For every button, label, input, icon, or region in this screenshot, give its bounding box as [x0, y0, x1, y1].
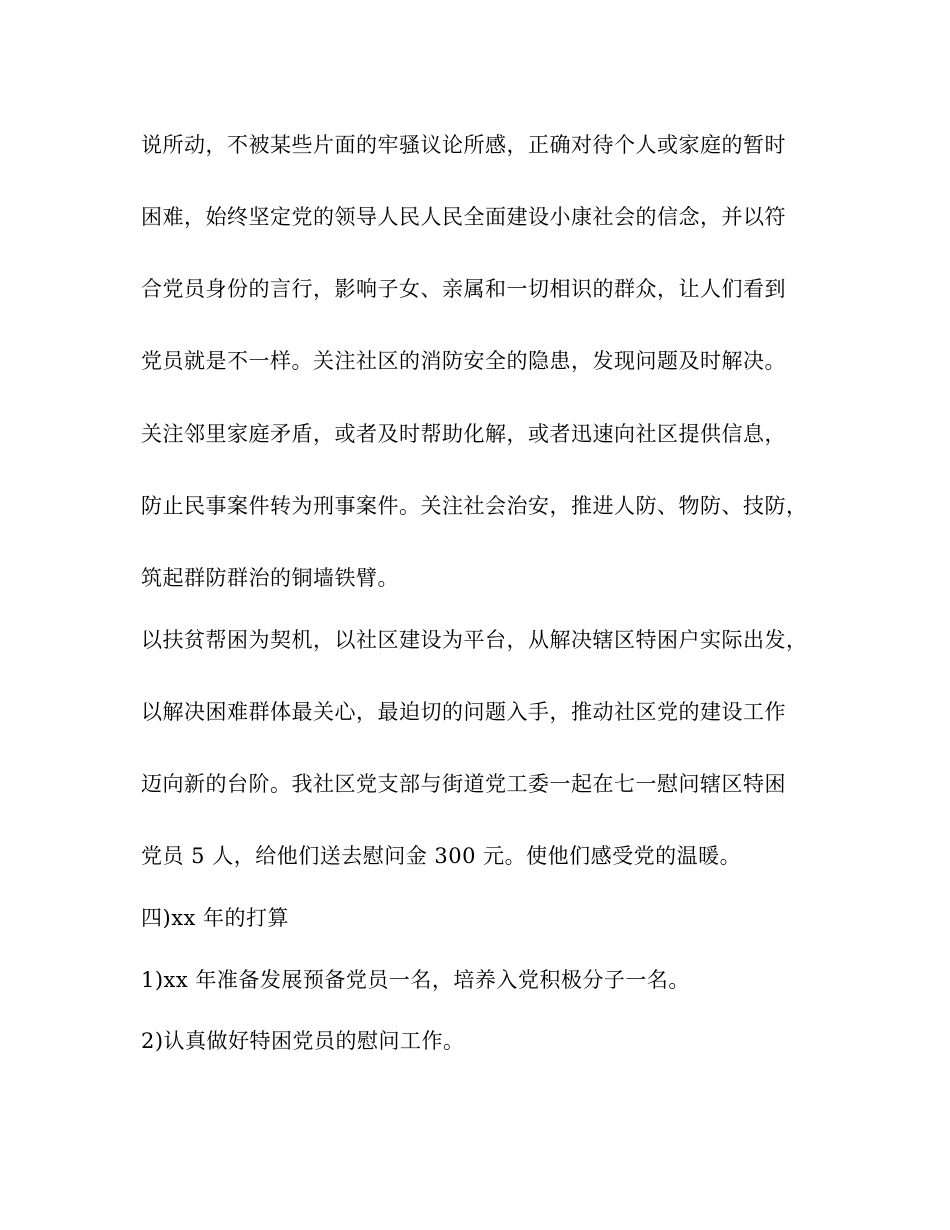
plan-item-1: 1)xx 年准备发展预备党员一名，培养入党积极分子一名。: [141, 968, 690, 992]
paragraph-1-line-6: 防止民事案件转为刑事案件。关注社会治安，推进人防、物防、技防，: [141, 494, 808, 518]
paragraph-1-line-5: 关注邻里家庭矛盾，或者及时帮助化解，或者迅速向社区提供信息，: [141, 422, 786, 446]
paragraph-1-line-1: 说所动，不被某些片面的牢骚议论所感，正确对待个人或家庭的暂时: [141, 133, 786, 157]
paragraph-1-line-3: 合党员身份的言行，影响子女、亲属和一切相识的群众，让人们看到: [141, 277, 786, 301]
paragraph-2-line-1: 以扶贫帮困为契机，以社区建设为平台，从解决辖区特困户实际出发，: [141, 628, 808, 652]
plan-item-2: 2)认真做好特困党员的慰问工作。: [141, 1029, 465, 1053]
section-heading: 四)xx 年的打算: [141, 906, 290, 930]
paragraph-1-line-2: 困难，始终坚定党的领导人民人民全面建设小康社会的信念，并以符: [141, 205, 786, 229]
paragraph-2-line-3: 迈向新的台阶。我社区党支部与街道党工委一起在七一慰问辖区特困: [141, 772, 786, 796]
paragraph-1-line-4: 党员就是不一样。关注社区的消防安全的隐患，发现问题及时解决。: [141, 349, 786, 373]
paragraph-2-line-4: 党员 5 人，给他们送去慰问金 300 元。使他们感受党的温暖。: [141, 844, 742, 868]
paragraph-1-line-7: 筑起群防群治的铜墙铁臂。: [141, 566, 399, 590]
paragraph-2-line-2: 以解决困难群体最关心，最迫切的问题入手，推动社区党的建设工作: [141, 700, 786, 724]
